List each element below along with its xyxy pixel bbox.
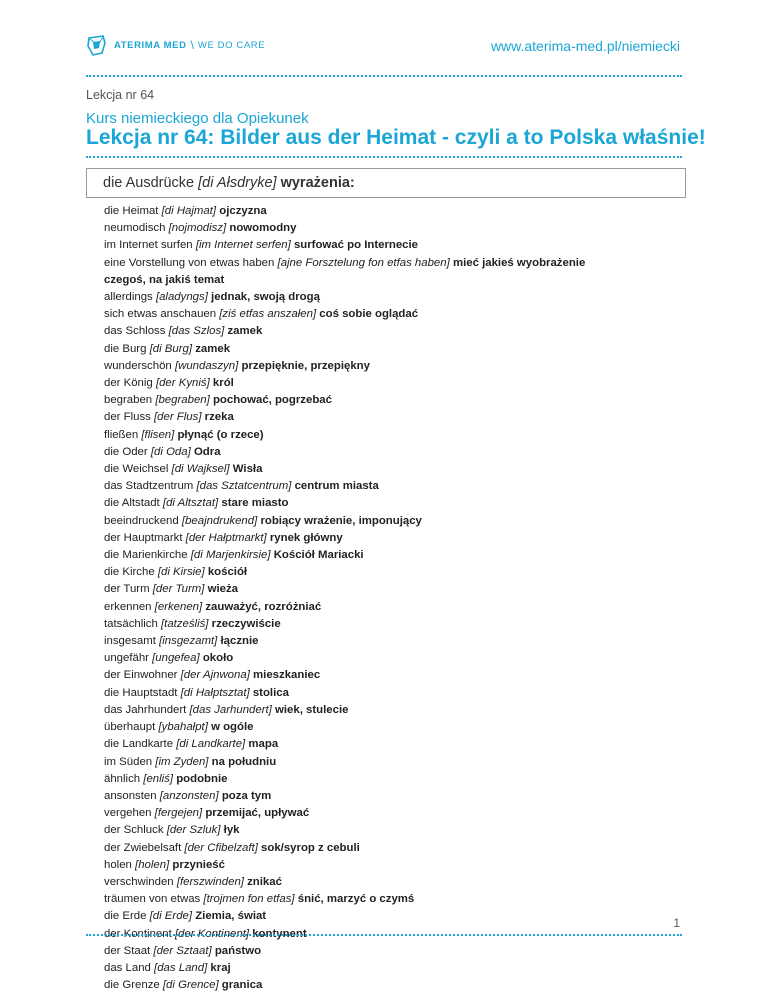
vocab-german: verschwinden [104, 875, 174, 888]
vocab-pronunciation: [der Cfibelzaft] [184, 841, 258, 854]
vocab-pronunciation: [ybahałpt] [158, 721, 208, 734]
vocab-translation: płynąć (o rzece) [177, 428, 264, 441]
vocab-translation: znikać [247, 875, 282, 888]
vocab-translation: rynek główny [269, 531, 343, 544]
vocab-pronunciation: [di Landkarte] [176, 738, 246, 751]
vocab-translation: pochować, pogrzebać [212, 394, 332, 407]
vocab-translation: rzeka [204, 411, 234, 424]
vocab-german: das Stadtzentrum [104, 480, 194, 493]
vocab-pronunciation: [der Flus] [154, 411, 202, 424]
vocab-pronunciation: [im Internet serfen] [195, 239, 291, 252]
vocab-translation: Wisła [232, 463, 263, 476]
vocab-pronunciation: [im Zyden] [155, 755, 209, 768]
vocab-pronunciation: [das Jarhundert] [189, 703, 272, 716]
vocab-german: der Schluck [104, 824, 164, 837]
vocab-row [104, 289, 674, 306]
vocab-translation: śnić, marzyć o czymś [297, 893, 415, 906]
vocab-pronunciation: [di Burg] [149, 342, 193, 355]
vocab-row [104, 427, 674, 444]
vocab-row [104, 650, 674, 667]
vocab-german: im Süden [104, 755, 153, 768]
vocab-translation: surfować po Internecie [293, 239, 419, 252]
vocab-german: vergehen [104, 807, 152, 820]
vocab-german: der Staat [104, 944, 151, 957]
vocab-row [104, 513, 674, 530]
vocab-german: die Weichsel [104, 463, 169, 476]
vocab-translation: mapa [248, 738, 279, 751]
vocab-german: die Marienkirche [104, 549, 188, 562]
lesson-label: Lekcja nr 64 [86, 88, 155, 102]
vocab-pronunciation: [di Kirsie] [157, 566, 205, 579]
logo [86, 34, 265, 56]
vocab-pronunciation: [erkenen] [154, 600, 203, 613]
vocab-german: ungefähr [104, 652, 149, 665]
vocab-row [104, 754, 674, 771]
vocab-pronunciation: [di Hałptsztat] [180, 686, 250, 699]
vocab-translation: Odra [193, 445, 221, 458]
vocab-row [104, 788, 674, 805]
vocab-german: beeindruckend [104, 514, 179, 527]
vocab-german: die Heimat [104, 205, 159, 217]
vocab-german: sich etwas anschauen [104, 308, 217, 321]
vocab-german: der Kontinent [104, 927, 172, 940]
vocab-translation: granica [221, 979, 263, 992]
vocab-translation: sok/syrop z cebuli [261, 841, 360, 854]
vocab-translation: poza tym [221, 789, 272, 802]
vocab-translation: na południu [211, 755, 277, 768]
vocab-translation: przemijać, upływać [205, 807, 310, 820]
vocab-german: der Zwiebelsaft [104, 841, 182, 854]
vocab-row [104, 599, 674, 616]
vocab-german: allerdings [104, 291, 153, 304]
vocab-pronunciation: [aladyngs] [155, 291, 208, 304]
vocab-pronunciation: [fergejen] [154, 807, 203, 820]
vocab-row [104, 306, 674, 323]
vocab-german: überhaupt [104, 721, 156, 734]
vocab-translation: Kościół Mariacki [273, 549, 364, 562]
vocab-pronunciation: [holen] [135, 858, 170, 871]
vocab-translation: podobnie [176, 772, 228, 785]
vocab-translation: mieszkaniec [253, 669, 321, 682]
vocab-pronunciation: [ajne Forsztelung fon etfas haben] [277, 256, 450, 269]
page-number: 1 [673, 916, 680, 930]
vocab-row [104, 805, 674, 822]
vocab-row [104, 255, 674, 272]
vocab-row [104, 771, 674, 788]
vocab-pronunciation: [di Oda] [150, 445, 191, 458]
vocab-pronunciation: [das Land] [154, 961, 208, 974]
vocab-pronunciation: [di Altsztat] [162, 497, 219, 510]
vocab-german: träumen von etwas [104, 893, 201, 906]
vocab-row [104, 633, 674, 650]
vocab-translation: łyk [223, 824, 240, 837]
vocab-translation: kontynent [252, 927, 307, 940]
vocab-row [104, 358, 674, 375]
vocab-translation: przynieść [172, 858, 225, 871]
vocab-row [104, 272, 674, 289]
vocab-row [104, 237, 674, 254]
vocab-row [104, 616, 674, 633]
section-heading-pronunciation: [di Ałsdryke] [198, 175, 277, 191]
vocab-row [104, 409, 674, 426]
section-heading-translation: wyrażenia: [280, 175, 355, 191]
vocab-pronunciation: [der Ajnwona] [180, 669, 250, 682]
vocab-translation: kraj [210, 961, 231, 974]
vocab-pronunciation: [ferszwinden] [176, 875, 244, 888]
vocab-row [104, 392, 674, 409]
vocab-pronunciation: [anzonsten] [159, 789, 219, 802]
vocab-pronunciation: [ungefea] [152, 652, 200, 665]
vocab-translation: czegoś, na jakiś temat [104, 273, 225, 286]
vocab-pronunciation: [der Sztaat] [153, 944, 212, 957]
vocab-row [104, 874, 674, 891]
vocab-pronunciation: [wundaszyn] [174, 359, 239, 372]
vocab-german: der Fluss [104, 411, 151, 424]
vocab-row [104, 495, 674, 512]
footer-divider [86, 934, 682, 936]
vocab-pronunciation: [begraben] [155, 394, 210, 407]
vocab-translation: państwo [214, 944, 262, 957]
vocab-translation: centrum miasta [294, 480, 379, 493]
vocab-translation: jednak, swoją drogą [211, 291, 320, 304]
vocab-pronunciation: [der Szluk] [166, 824, 221, 837]
header-divider [86, 75, 682, 77]
vocab-german: wunderschön [104, 359, 172, 372]
vocab-row [104, 702, 674, 719]
vocab-pronunciation: [beajndrukend] [181, 514, 258, 527]
vocab-translation: rzeczywiście [211, 617, 281, 630]
vocab-translation: kościół [207, 566, 248, 579]
vocab-translation: stolica [252, 686, 289, 699]
vocab-pronunciation: [das Szlos] [168, 325, 225, 338]
vocab-translation: robiący wrażenie, imponujący [260, 514, 422, 527]
vocab-pronunciation: [di Wajksel] [171, 463, 230, 476]
vocab-german: die Erde [104, 910, 147, 923]
vocab-translation: ojczyzna [219, 205, 267, 217]
vocab-row [104, 719, 674, 736]
vocab-pronunciation: [das Sztatcentrum] [196, 480, 292, 493]
vocab-german: das Schloss [104, 325, 166, 338]
vocab-row [104, 444, 674, 461]
vocab-german: ähnlich [104, 772, 141, 785]
vocab-row [104, 960, 674, 977]
vocab-pronunciation: [der Turm] [152, 583, 205, 596]
vocab-german: der König [104, 377, 153, 390]
vocab-german: erkennen [104, 600, 152, 613]
vocab-row [104, 461, 674, 478]
vocab-row [104, 323, 674, 340]
vocab-pronunciation: [trojmen fon etfas] [203, 893, 295, 906]
section-heading [86, 168, 686, 198]
vocab-row [104, 547, 674, 564]
vocab-german: die Burg [104, 342, 147, 355]
vocab-german: das Jahrhundert [104, 703, 187, 716]
logo-icon [86, 34, 108, 56]
vocab-translation: wieża [207, 583, 238, 596]
vocab-pronunciation: [der Kyniś] [155, 377, 210, 390]
vocab-translation: zauważyć, rozróżniać [205, 600, 322, 613]
vocab-translation: mieć jakieś wyobrażenie [452, 256, 586, 269]
vocab-translation: zamek [195, 342, 231, 355]
vocab-row [104, 341, 674, 358]
vocab-row [104, 375, 674, 392]
title-divider [86, 156, 682, 158]
site-url-link[interactable]: www.aterima-med.pl/niemiecki [490, 38, 680, 54]
vocab-german: neumodisch [104, 222, 166, 235]
vocab-row [104, 564, 674, 581]
course-title: Kurs niemieckiego dla Opiekunek [86, 110, 309, 127]
vocab-row [104, 220, 674, 237]
page-title: Lekcja nr 64: Bilder aus der Heimat - czyli a to Polska właśnie! [86, 126, 706, 149]
vocab-translation: Ziemia, świat [195, 910, 267, 923]
vocab-pronunciation: [nojmodisz] [168, 222, 227, 235]
vocab-german: die Hauptstadt [104, 686, 178, 699]
vocab-pronunciation: [di Hajmat] [161, 205, 217, 217]
vocab-pronunciation: [der Kontinent] [174, 927, 250, 940]
vocab-german: die Kirche [104, 566, 155, 579]
vocab-row [104, 891, 674, 908]
vocab-pronunciation: [di Erde] [149, 910, 193, 923]
vocab-pronunciation: [ziś etfas anszałen] [219, 308, 317, 321]
vocab-row [104, 908, 674, 925]
vocab-german: im Internet surfen [104, 239, 193, 252]
vocab-row [104, 840, 674, 857]
vocab-german: die Oder [104, 445, 148, 458]
vocab-translation: coś sobie oglądać [319, 308, 419, 321]
logo-separator: \ [190, 38, 194, 52]
section-heading-de: die Ausdrücke [103, 175, 195, 191]
vocab-german: der Einwohner [104, 669, 178, 682]
vocab-row [104, 685, 674, 702]
vocab-german: tatsächlich [104, 617, 158, 630]
vocab-translation: wiek, stulecie [275, 703, 349, 716]
vocab-german: ansonsten [104, 789, 157, 802]
vocab-row [104, 203, 674, 220]
vocab-translation: łącznie [220, 635, 259, 648]
vocab-german: begraben [104, 394, 153, 407]
logo-slogan: WE DO CARE [197, 39, 266, 51]
vocab-translation: król [212, 377, 234, 390]
vocab-german: eine Vorstellung von etwas haben [104, 256, 275, 269]
vocab-translation: nowomodny [229, 222, 297, 235]
vocab-row [104, 977, 674, 994]
vocab-row [104, 736, 674, 753]
vocab-german: fließen [104, 428, 139, 441]
vocab-german: der Hauptmarkt [104, 531, 183, 544]
vocab-pronunciation: [tatześliś] [161, 617, 209, 630]
logo-text: ATERIMA MED [114, 39, 187, 51]
vocab-translation: stare miasto [221, 497, 289, 510]
vocab-row [104, 530, 674, 547]
vocab-pronunciation: [enliś] [143, 772, 174, 785]
vocab-german: das Land [104, 961, 151, 974]
vocab-german: insgesamt [104, 635, 156, 648]
vocab-translation: zamek [227, 325, 263, 338]
vocab-pronunciation: [di Marjenkirsie] [190, 549, 271, 562]
vocab-pronunciation: [insgezamt] [159, 635, 218, 648]
vocab-row [104, 478, 674, 495]
vocab-german: die Altstadt [104, 497, 160, 510]
vocab-german: holen [104, 858, 132, 871]
vocab-row [104, 943, 674, 960]
vocab-translation: w ogóle [211, 721, 254, 734]
vocab-pronunciation: [flisen] [141, 428, 175, 441]
vocab-german: der Turm [104, 583, 150, 596]
vocab-pronunciation: [di Grence] [162, 979, 219, 992]
vocab-translation: przepięknie, przepiękny [241, 359, 370, 372]
vocab-german: die Landkarte [104, 738, 174, 751]
vocab-pronunciation: [der Hałptmarkt] [185, 531, 267, 544]
vocab-translation: około [202, 652, 234, 665]
vocabulary-list [104, 203, 674, 994]
vocab-row [104, 822, 674, 839]
vocab-row [104, 857, 674, 874]
vocab-row [104, 581, 674, 598]
vocab-german: die Grenze [104, 979, 160, 992]
vocab-row [104, 667, 674, 684]
